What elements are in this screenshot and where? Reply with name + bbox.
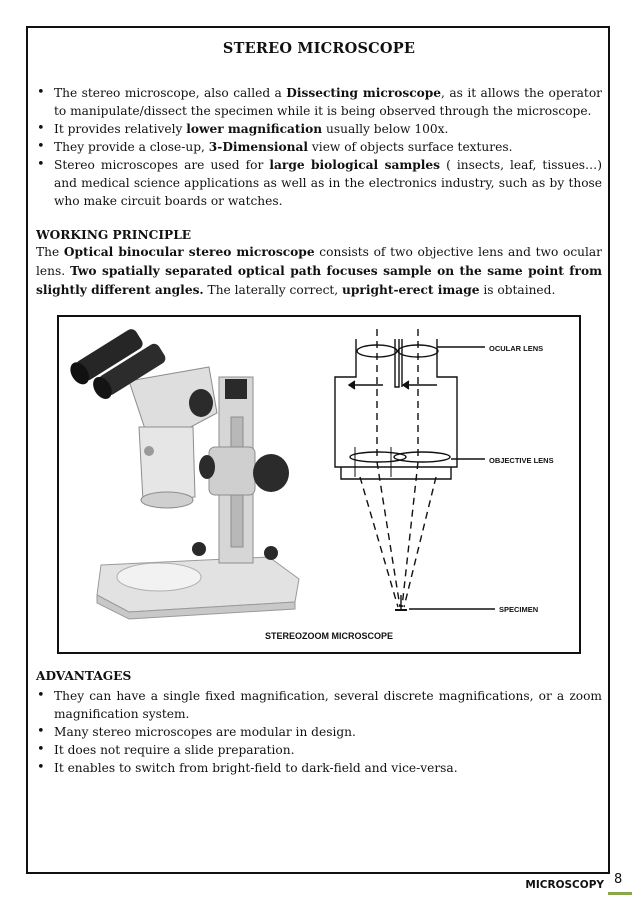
text-run: view of objects surface textures.	[308, 140, 513, 154]
advantages-list	[36, 687, 602, 777]
bold-text: Dissecting microscope	[286, 86, 442, 100]
text-run: usually below 100x.	[322, 122, 449, 136]
footer-section-label: MICROSCOPY	[525, 879, 604, 891]
working-principle-heading: WORKING PRINCIPLE	[36, 228, 192, 242]
text-run: Stereo microscopes are used for	[54, 158, 270, 172]
list-item	[36, 156, 602, 210]
bold-text: upright-erect image	[342, 283, 480, 297]
text-run: The	[36, 245, 64, 259]
list-item: • They can have a single fixed magnification, several discrete magnifications, or a zoom magnification system.	[36, 687, 602, 723]
page-number-underline	[608, 892, 632, 895]
intro-bullet-list	[36, 84, 602, 210]
objective-lens-label: OBJECTIVE LENS	[489, 456, 554, 465]
list-item: • It enables to switch from bright-field to dark-field and vice-versa.	[36, 759, 602, 777]
text-run: consists of two objective lens and two ocular lens.	[36, 245, 602, 278]
ocular-lens-label: OCULAR LENS	[489, 344, 544, 353]
text-run: , as it allows the operator to manipulate/dissect the specimen while it is being observed through the microscope.	[54, 86, 602, 118]
text-run: ( insects, leaf, tissues…) and medical science applications as well as in the electronics industry, such as by those who make circuit boards or watches.	[54, 158, 602, 208]
text-run: It provides relatively	[54, 122, 187, 136]
working-principle-paragraph	[36, 243, 602, 300]
text-run: is obtained.	[479, 283, 556, 297]
microscope-photo	[67, 326, 299, 619]
list-item	[36, 120, 602, 138]
text-run: They provide a close-up,	[54, 140, 209, 154]
bold-text: lower magnification	[186, 122, 323, 136]
bold-text: Optical binocular stereo microscope	[63, 245, 315, 259]
specimen-label: SPECIMEN	[499, 605, 539, 614]
figure-stereozoom	[57, 315, 581, 654]
list-item	[36, 84, 602, 120]
figure-caption: STEREOZOOM MICROSCOPE	[264, 631, 394, 641]
bold-text: Two spatially separated optical path focuses sample on the same point from slightly different angles.	[36, 264, 602, 297]
page-title: STEREO MICROSCOPE	[222, 40, 416, 57]
list-item: • It does not require a slide preparation.	[36, 741, 602, 759]
bold-text: large biological samples	[269, 158, 441, 172]
advantages-heading: ADVANTAGES	[36, 669, 132, 683]
text-run: The laterally correct,	[203, 283, 343, 297]
list-item: • Many stereo microscopes are modular in design.	[36, 723, 602, 741]
list-item	[36, 138, 602, 156]
bold-text: 3-Dimensional	[208, 140, 309, 154]
text-run: The stereo microscope, also called a	[54, 86, 287, 100]
optical-path-diagram	[335, 329, 495, 610]
page-number: 8	[614, 872, 623, 887]
